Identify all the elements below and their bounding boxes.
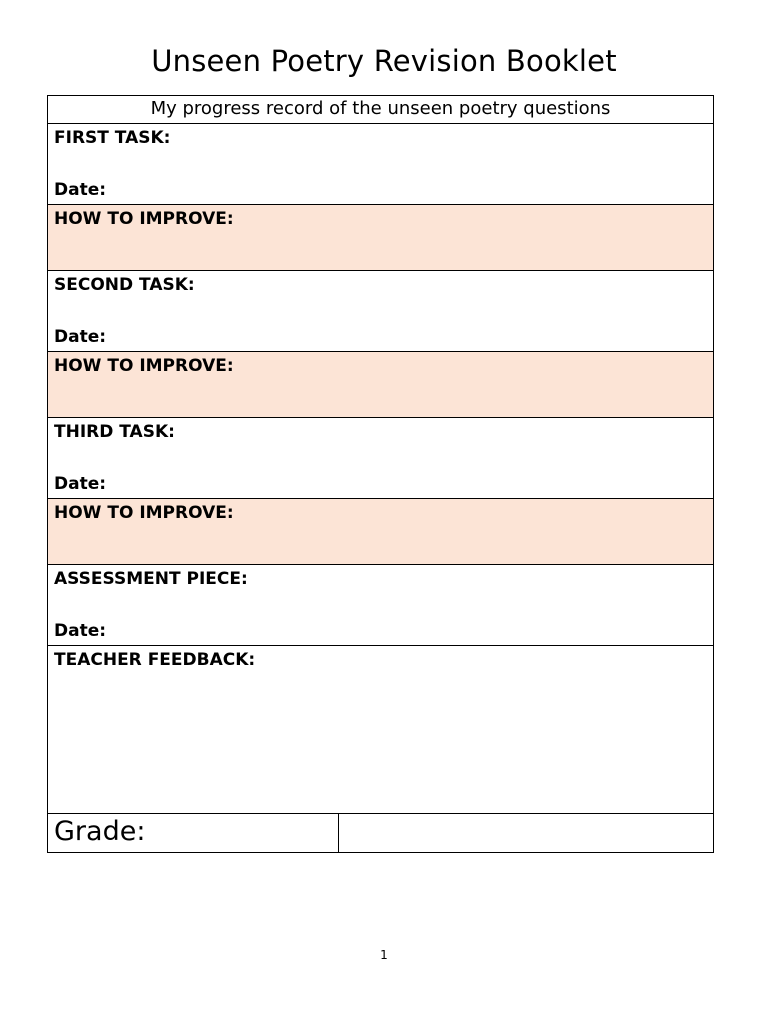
progress-record-table	[47, 95, 714, 853]
third-task-label: THIRD TASK:	[54, 422, 175, 442]
improve-row-2[interactable]	[48, 352, 713, 418]
teacher-feedback-row[interactable]	[48, 646, 713, 814]
grade-label: Grade:	[54, 816, 146, 847]
first-task-row[interactable]	[48, 124, 713, 205]
page-number: 1	[380, 948, 388, 962]
assessment-piece-label: ASSESSMENT PIECE:	[54, 569, 248, 589]
improve-row-3[interactable]	[48, 499, 713, 565]
second-task-label: SECOND TASK:	[54, 275, 195, 295]
page-title: Unseen Poetry Revision Booklet	[151, 44, 617, 78]
assessment-date-label: Date:	[54, 621, 107, 641]
third-task-row[interactable]	[48, 418, 713, 499]
first-task-date-label: Date:	[54, 180, 107, 200]
improve-label-1: HOW TO IMPROVE:	[54, 209, 234, 229]
teacher-feedback-label: TEACHER FEEDBACK:	[54, 650, 256, 670]
first-task-label: FIRST TASK:	[54, 128, 171, 148]
table-header-row	[48, 96, 713, 124]
improve-label-3: HOW TO IMPROVE:	[54, 503, 234, 523]
improve-row-1[interactable]	[48, 205, 713, 271]
improve-label-2: HOW TO IMPROVE:	[54, 356, 234, 376]
grade-row	[48, 814, 713, 852]
third-task-date-label: Date:	[54, 474, 107, 494]
grade-value-cell[interactable]	[339, 814, 713, 852]
table-header-text: My progress record of the unseen poetry questions	[150, 98, 611, 119]
assessment-piece-row[interactable]	[48, 565, 713, 646]
second-task-row[interactable]	[48, 271, 713, 352]
second-task-date-label: Date:	[54, 327, 107, 347]
